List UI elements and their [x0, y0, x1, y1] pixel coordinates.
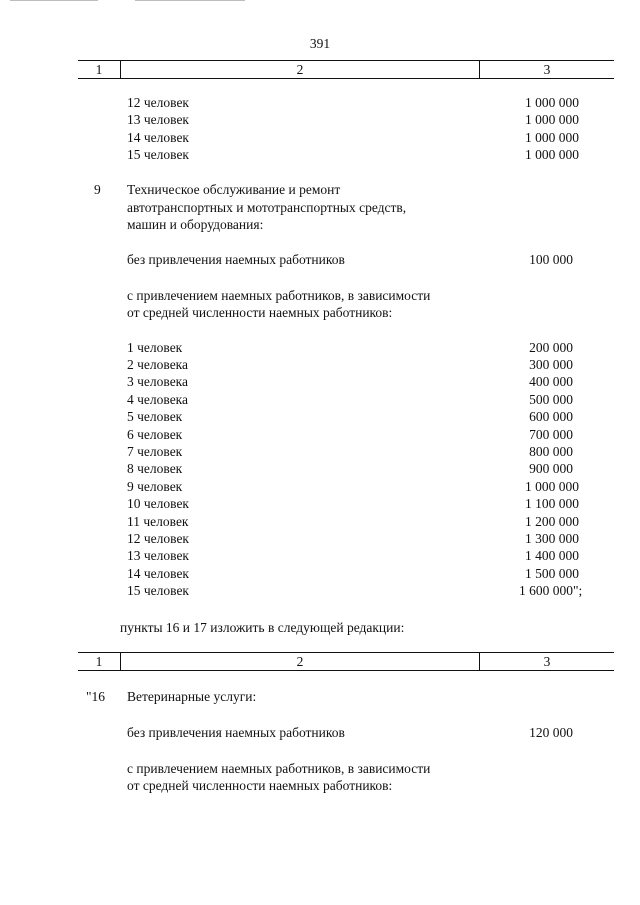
row-label: 4 человека [127, 392, 189, 407]
column-header-row-2 [78, 652, 614, 671]
row-label: 12 человек [127, 95, 189, 110]
row-label: 13 человек [127, 112, 189, 127]
row-value: 300 000 [529, 357, 573, 372]
hired-intro-line: от средней численности наемных работников: [127, 778, 393, 793]
row-value: 900 000 [529, 461, 573, 476]
row-value: 400 000 [529, 374, 573, 389]
row-label: 5 человек [127, 409, 183, 424]
row-value: 500 000 [529, 392, 573, 407]
hired-intro-line: с привлечением наемных работников, в зависимости [127, 761, 431, 776]
column-header-row-1 [78, 60, 614, 79]
row-value: 1 200 000 [525, 514, 579, 529]
row-value: 1 000 000 [525, 95, 579, 110]
row-label: 2 человека [127, 357, 189, 372]
row-value-last: 1 600 000"; [519, 583, 583, 598]
item-title-line: Техническое обслуживание и ремонт [127, 182, 341, 197]
amendment-instruction: пункты 16 и 17 изложить в следующей редакции: [120, 620, 405, 635]
row-value: 200 000 [529, 340, 573, 355]
row-label: 3 человека [127, 374, 189, 389]
row-label: 15 человек [127, 583, 189, 598]
row-value: 1 300 000 [525, 531, 579, 546]
row-value: 1 000 000 [525, 112, 579, 127]
row-value: 1 400 000 [525, 548, 579, 563]
column-header-2: 2 [121, 61, 480, 78]
row-label: 10 человек [127, 496, 189, 511]
row-value: 700 000 [529, 427, 573, 442]
column-header-3: 3 [543, 62, 551, 77]
row-value: 800 000 [529, 444, 573, 459]
item-title-line: автотранспортных и мототранспортных средств, [127, 200, 407, 215]
row-label: 11 человек [127, 514, 189, 529]
row-label: 6 человек [127, 427, 183, 442]
row-value: 1 500 000 [525, 566, 579, 581]
page-number: 391 [309, 36, 331, 51]
column-header-1: 1 [78, 653, 121, 670]
row-label: 12 человек [127, 531, 189, 546]
item-title: Ветеринарные услуги: [127, 689, 257, 704]
column-header-1: 1 [78, 61, 121, 78]
row-label: 14 человек [127, 130, 189, 145]
row-label: 9 человек [127, 479, 183, 494]
item-number: 9 [94, 182, 101, 197]
row-value: 1 000 000 [525, 479, 579, 494]
row-label: 7 человек [127, 444, 183, 459]
row-label: 13 человек [127, 548, 189, 563]
scan-mark-right [135, 0, 245, 1]
row-label: 14 человек [127, 566, 189, 581]
column-header-2: 2 [121, 653, 480, 670]
no-hired-label: без привлечения наемных работников [127, 725, 345, 740]
row-value: 1 000 000 [525, 130, 579, 145]
item-title-line: машин и оборудования: [127, 217, 264, 232]
row-value: 1 000 000 [525, 147, 579, 162]
row-value: 600 000 [529, 409, 573, 424]
scan-mark-left [10, 0, 98, 1]
no-hired-value: 100 000 [529, 252, 573, 267]
item-number: "16 [86, 689, 106, 704]
no-hired-label: без привлечения наемных работников [127, 252, 345, 267]
row-label: 1 человек [127, 340, 183, 355]
no-hired-value: 120 000 [529, 725, 573, 740]
row-value: 1 100 000 [525, 496, 579, 511]
hired-intro-line: от средней численности наемных работников: [127, 305, 393, 320]
row-label: 15 человек [127, 147, 189, 162]
hired-intro-line: с привлечением наемных работников, в зависимости [127, 288, 431, 303]
row-label: 8 человек [127, 461, 183, 476]
column-header-3: 3 [543, 654, 551, 669]
